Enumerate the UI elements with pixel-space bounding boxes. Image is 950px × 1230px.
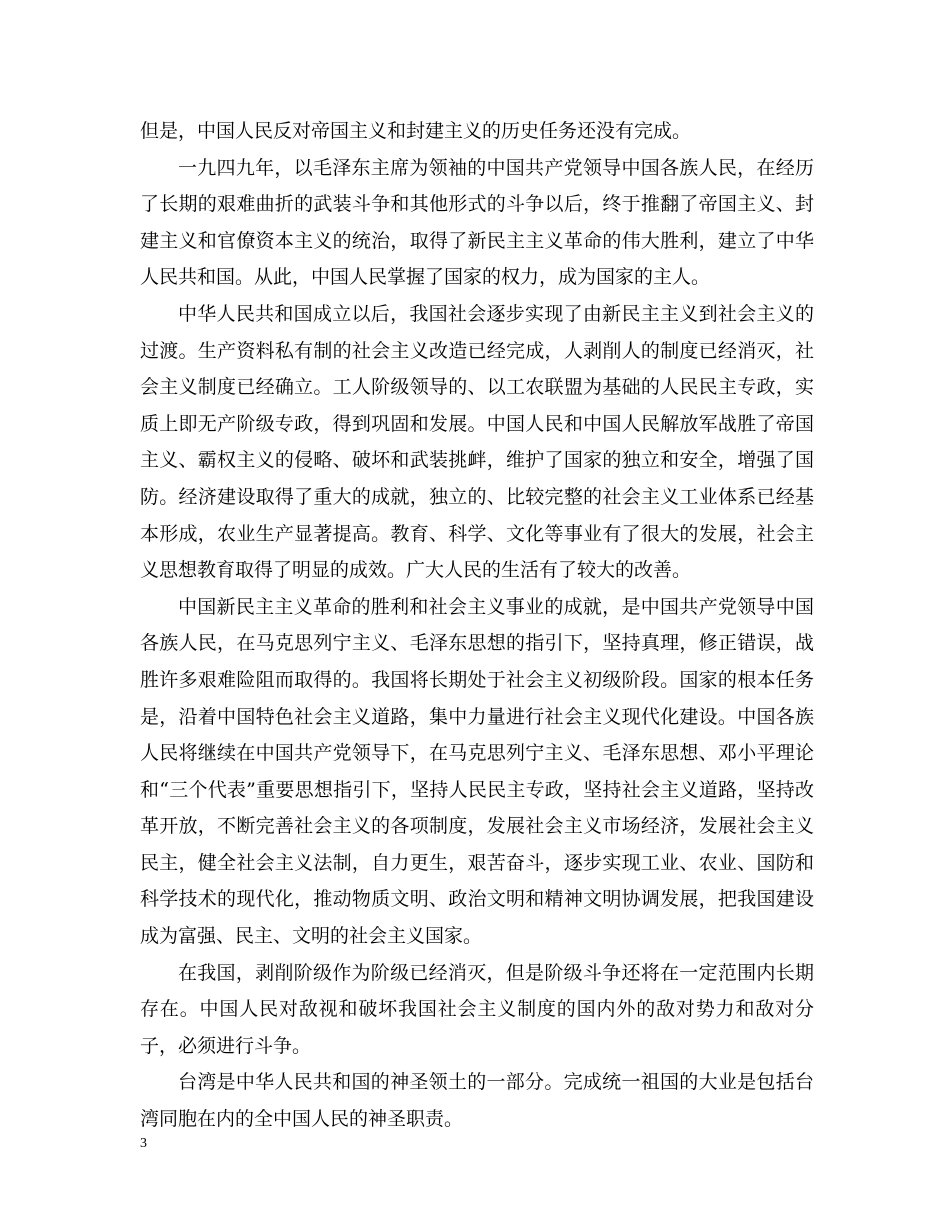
paragraph-socialist-transition: 中华人民共和国成立以后，我国社会逐步实现了由新民主主义到社会主义的过渡。生产资料私有制的社会主义改造已经完成，人剥削人的制度已经消灭，社会主义制度已经确立。工人阶级领导的、以工农联盟为基础的人民民主专政，实质上即无产阶级专政，得到巩固和发展。中国人民和中国人民解放军战胜了帝国主义、霸权主义的侵略、破坏和武装挑衅，维护了国家的独立和安全，增强了国防。经济建设取得了重大的成就，独立的、比较完整的社会主义工业体系已经基本形成，农业生产显著提高。教育、科学、文化等事业有了很大的发展，社会主义思想教育取得了明显的成效。广大人民的生活有了较大的改善。 — [140, 302, 814, 582]
paragraph-socialist-achievements: 中国新民主主义革命的胜利和社会主义事业的成就，是中国共产党领导中国各族人民，在马克思列宁主义、毛泽东思想的指引下，坚持真理，修正错误，战胜许多艰难险阻而取得的。我国将长期处于社会主义初级阶段。国家的根本任务是，沿着中国特色社会主义道路，集中力量进行社会主义现代化建设。中国各族人民将继续在中国共产党领导下，在马克思列宁主义、毛泽东思想、邓小平理论和“三个代表”重要思想指引下，坚持人民民主专政，坚持社会主义道路，坚持改革开放，不断完善社会主义的各项制度，发展社会主义市场经济，发展社会主义民主，健全社会主义法制，自力更生，艰苦奋斗，逐步实现工业、农业、国防和科学技术的现代化，推动物质文明、政治文明和精神文明协调发展，把我国建设成为富强、民主、文明的社会主义国家。 — [140, 595, 814, 948]
paragraph-taiwan: 台湾是中华人民共和国的神圣领土的一部分。完成统一祖国的大业是包括台湾同胞在内的全中国人民的神圣职责。 — [140, 1071, 814, 1131]
paragraph-continuation: 但是，中国人民反对帝国主义和封建主义的历史任务还没有完成。 — [140, 120, 692, 142]
document-body — [140, 113, 814, 1138]
page-number: 3 — [140, 1136, 147, 1151]
paragraph-class-struggle: 在我国，剥削阶级作为阶级已经消灭，但是阶级斗争还将在一定范围内长期存在。中国人民对敌视和破坏我国社会主义制度的国内外的敌对势力和敌对分子，必须进行斗争。 — [140, 961, 814, 1057]
paragraph-founding-of-prc: 一九四九年，以毛泽东主席为领袖的中国共产党领导中国各族人民，在经历了长期的艰难曲折的武装斗争和其他形式的斗争以后，终于推翻了帝国主义、封建主义和官僚资本主义的统治，取得了新民主主义革命的伟大胜利，建立了中华人民共和国。从此，中国人民掌握了国家的权力，成为国家的主人。 — [140, 156, 814, 289]
